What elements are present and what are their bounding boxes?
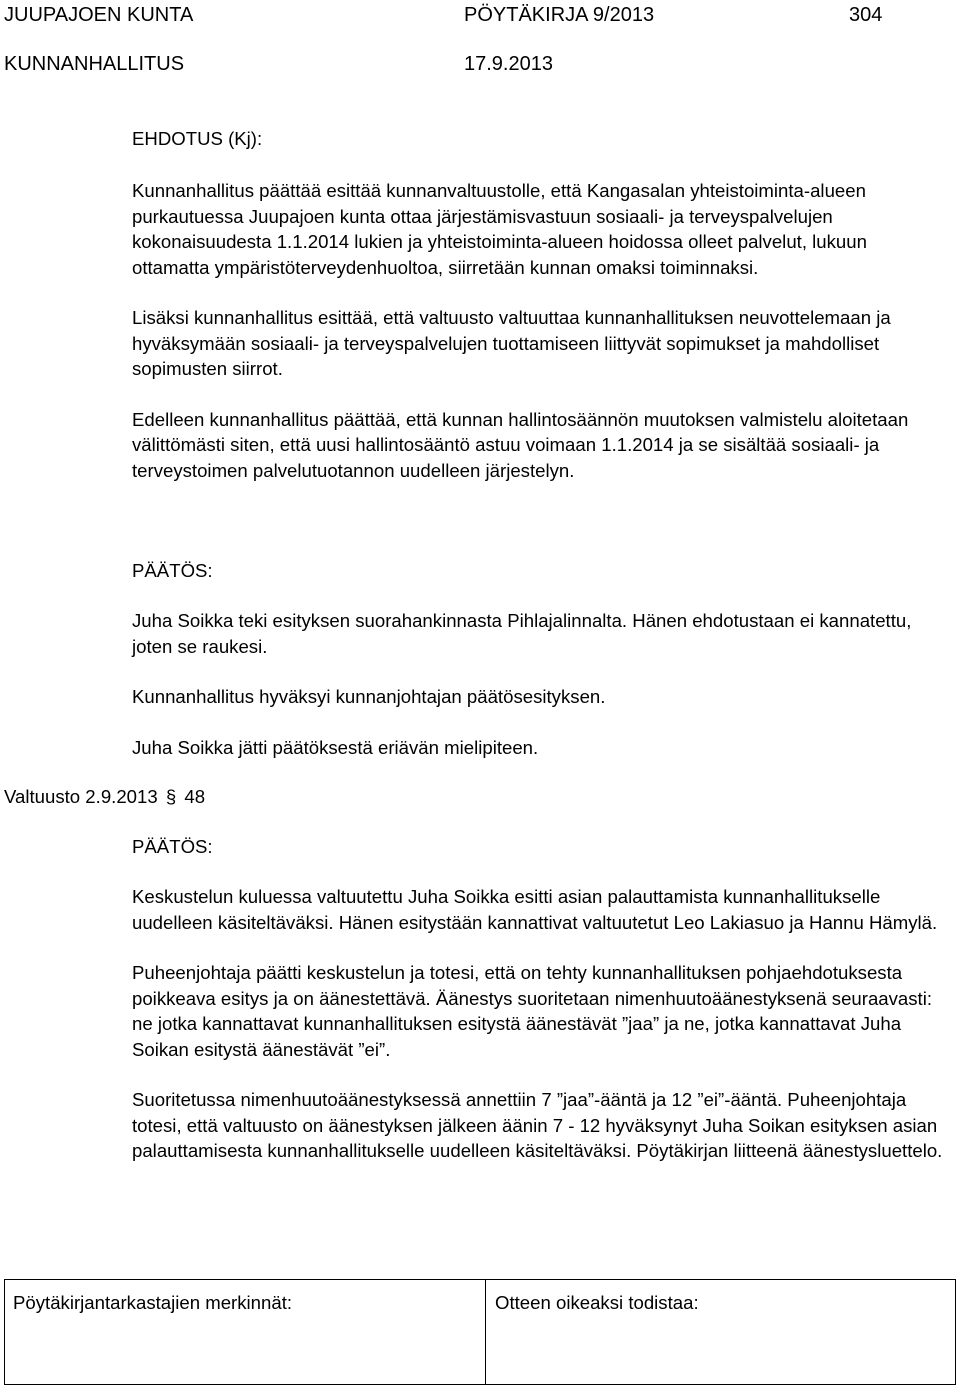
header-municipality: JUUPAJOEN KUNTA [4,4,194,26]
council-decision-heading: PÄÄTÖS: [132,836,213,857]
proposal-heading: EHDOTUS (Kj): [132,128,263,149]
council-decision-paragraph: Suoritetussa nimenhuutoäänestyksessä annettiin 7 ”jaa”-ääntä ja 12 ”ei”-ääntä. Puheenjohtaja totesi, että valtuusto on äänestyksen jälkeen äänin 7 - 12 hyväksynyt Juha Soikan esityksen asian palauttamisesta kunnanhallitukselle uudelleen käsiteltäväksi. Pöytäkirjan liitteenä äänestysluettelo. [132,1089,943,1161]
board-decision-paragraph: Juha Soikka jätti päätöksestä eriävän mielipiteen. [132,736,539,758]
proposal-paragraph: Edelleen kunnanhallitus päättää, että kunnan hallintosäännön muutoksen valmistelu aloitetaan välittömästi siten, että uusi hallintosääntö astuu voimaan 1.1.2014 ja se sisältää sosiaali- ja terveystoimen palvelutuotannon uudelleen järjestelyn. [132,408,909,481]
header-page-number: 304 [849,4,883,26]
council-decision-body [132,884,944,1164]
certified-label: Otteen oikeaksi todistaa: [495,1292,699,1313]
proposal-body [132,178,944,483]
proposal-paragraph: Kunnanhallitus päättää esittää kunnanvaltuustolle, että Kangasalan yhteistoiminta-alueen purkautuessa Juupajoen kunta ottaa järjestämisvastuun sosiaali- ja terveyspalvelujen kokonaisuudesta 1.1.2014 lukien ja yhteistoiminta-alueen hoidossa olleet palvelut, lukuun ottamatta ympäristöterveydenhuoltoa, siirretään kunnan omaksi toiminnaksi. [132,180,867,278]
section-sign-icon: § [165,786,177,807]
council-reference [4,786,205,808]
footer-divider [485,1280,486,1384]
header-date: 17.9.2013 [464,53,553,75]
inspectors-label: Pöytäkirjantarkastajien merkinnät: [13,1292,293,1313]
council-reference-date: Valtuusto 2.9.2013 [4,786,158,807]
board-decision-paragraph: Juha Soikka teki esityksen suorahankinnasta Pihlajalinnalta. Hänen ehdotustaan ei kannatettu, joten se raukesi. [132,610,912,657]
board-decision-paragraph: Kunnanhallitus hyväksyi kunnanjohtajan päätösesityksen. [132,686,606,707]
council-decision-paragraph: Keskustelun kuluessa valtuutettu Juha Soikka esitti asian palauttamista kunnanhallitukselle uudelleen käsiteltäväksi. Hänen esitystään kannattivat valtuutetut Leo Lakiasuo ja Hannu Hämylä. [132,886,938,933]
proposal-paragraph: Lisäksi kunnanhallitus esittää, että valtuusto valtuuttaa kunnanhallituksen neuvottelemaan ja hyväksymään sosiaali- ja terveyspalvelujen tuottamiseen liittyvät sopimukset ja mahdolliset sopimusten siirrot. [132,307,891,379]
signature-footer [4,1279,956,1385]
council-decision-paragraph: Puheenjohtaja päätti keskustelun ja totesi, että on tehty kunnanhallituksen pohjaehdotuksesta poikkeava esitys ja on äänestettävä. Äänestys suoritetaan nimenhuutoäänestyksenä seuraavasti: ne jotka kannattavat kunnanhallituksen esitystä äänestävät ”jaa” ja ne, jotka kannattavat Juha Soikan esitystä äänestävät ”ei”. [132,962,933,1060]
board-decision-body [132,608,944,760]
council-section-number: 48 [184,786,206,807]
header-document-title: PÖYTÄKIRJA 9/2013 [464,4,655,26]
header-body: KUNNANHALLITUS [4,53,185,75]
board-decision-heading: PÄÄTÖS: [132,560,213,581]
